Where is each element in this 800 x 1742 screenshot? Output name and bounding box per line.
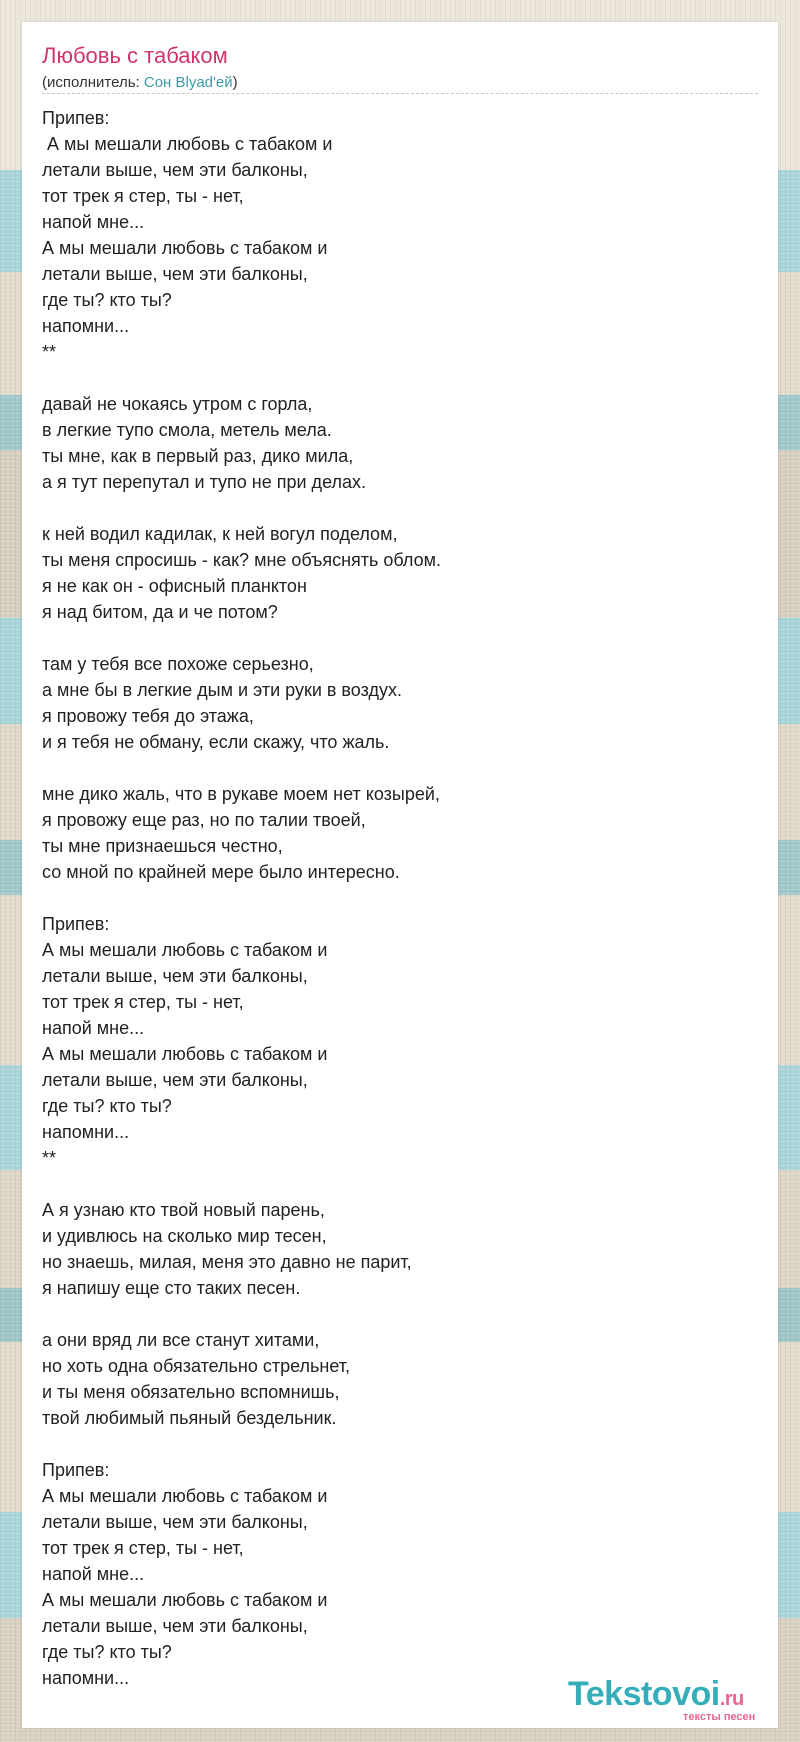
artist-link[interactable]: Сон Blyad'ей	[143, 74, 233, 91]
lyric-line: А мы мешали любовь с табаком и	[42, 940, 328, 960]
lyric-line	[42, 1431, 742, 1457]
lyric-line: к ней водил кадилак, к ней вогул поделом,	[42, 524, 398, 544]
lyric-line: тот трек я стер, ты - нет,	[42, 1538, 244, 1558]
lyric-line: тот трек я стер, ты - нет,	[42, 992, 244, 1012]
lyric-line: но знаешь, милая, меня это давно не парит,	[42, 1252, 412, 1272]
lyric-line	[42, 495, 742, 521]
site-logo[interactable]	[568, 1675, 768, 1725]
lyric-line: тот трек я стер, ты - нет,	[42, 186, 244, 206]
lyric-line: напой мне...	[42, 1018, 145, 1038]
lyric-line: Припев:	[42, 914, 110, 934]
logo-tld: .ru	[719, 1688, 744, 1710]
lyric-line: я провожу еще раз, но по талии твоей,	[42, 810, 366, 830]
lyric-line: мне дико жаль, что в рукаве моем нет козырей,	[42, 784, 440, 804]
lyric-line: и ты меня обязательно вспомнишь,	[42, 1382, 340, 1402]
lyric-line: я провожу тебя до этажа,	[42, 706, 254, 726]
lyric-line: А мы мешали любовь с табаком и	[42, 1590, 328, 1610]
lyric-line: и я тебя не обману, если скажу, что жаль.	[42, 732, 390, 752]
lyric-line: летали выше, чем эти балконы,	[42, 160, 308, 180]
lyric-line: летали выше, чем эти балконы,	[42, 1512, 308, 1532]
lyric-line: ты мне признаешься честно,	[42, 836, 283, 856]
lyric-line: твой любимый пьяный бездельник.	[42, 1408, 337, 1428]
lyric-line: где ты? кто ты?	[42, 1096, 172, 1116]
lyric-line: летали выше, чем эти балконы,	[42, 1070, 308, 1090]
lyric-line	[42, 1301, 742, 1327]
lyric-line	[42, 365, 742, 391]
lyric-line: напомни...	[42, 316, 130, 336]
lyric-line: Припев:	[42, 108, 110, 128]
lyric-line: **	[42, 1148, 57, 1168]
lyric-line: летали выше, чем эти балконы,	[42, 1616, 308, 1636]
artist-line	[42, 73, 238, 93]
lyric-line: летали выше, чем эти балконы,	[42, 966, 308, 986]
lyric-line: давай не чокаясь утром с горла,	[42, 394, 313, 414]
lyrics-text	[42, 105, 742, 1691]
lyric-line: напомни...	[42, 1668, 130, 1688]
lyrics-card	[22, 22, 778, 1728]
lyric-line: А мы мешали любовь с табаком и	[42, 1486, 328, 1506]
header-divider	[42, 93, 758, 94]
lyric-line: со мной по крайней мере было интересно.	[42, 862, 400, 882]
lyric-line: напой мне...	[42, 1564, 145, 1584]
lyric-line: А мы мешали любовь с табаком и	[42, 1044, 328, 1064]
lyric-line: Припев:	[42, 1460, 110, 1480]
lyric-line	[42, 625, 742, 651]
lyric-line: **	[42, 342, 57, 362]
lyric-line: а они вряд ли все станут хитами,	[42, 1330, 320, 1350]
song-title: Любовь с табаком	[42, 43, 228, 68]
lyric-line	[42, 885, 742, 911]
lyric-line: ты меня спросишь - как? мне объяснять облом.	[42, 550, 442, 570]
artist-prefix: (исполнитель:	[42, 74, 144, 91]
lyric-line: я не как он - офисный планктон	[42, 576, 307, 596]
lyric-line: А мы мешали любовь с табаком и	[42, 238, 328, 258]
lyric-line: я напишу еще сто таких песен.	[42, 1278, 301, 1298]
lyric-line: там у тебя все похоже серьезно,	[42, 654, 314, 674]
lyric-line: но хоть одна обязательно стрельнет,	[42, 1356, 351, 1376]
lyric-line: летали выше, чем эти балконы,	[42, 264, 308, 284]
lyric-line: а я тут перепутал и тупо не при делах.	[42, 472, 366, 492]
lyric-line: а мне бы в легкие дым и эти руки в воздух.	[42, 680, 402, 700]
lyric-line: А мы мешали любовь с табаком и	[42, 134, 333, 154]
lyric-line: ты мне, как в первый раз, дико мила,	[42, 446, 354, 466]
lyric-line: где ты? кто ты?	[42, 290, 172, 310]
lyric-line: напомни...	[42, 1122, 130, 1142]
lyric-line	[42, 1171, 742, 1197]
lyric-line	[42, 755, 742, 781]
lyric-line: я над битом, да и че потом?	[42, 602, 278, 622]
lyric-line: напой мне...	[42, 212, 145, 232]
lyric-line: где ты? кто ты?	[42, 1642, 172, 1662]
artist-suffix: )	[232, 74, 238, 91]
lyric-line: и удивлюсь на сколько мир тесен,	[42, 1226, 327, 1246]
lyric-line: в легкие тупо смола, метель мела.	[42, 420, 332, 440]
lyric-line: А я узнаю кто твой новый парень,	[42, 1200, 325, 1220]
logo-name: Tekstovoi	[568, 1675, 720, 1713]
logo-tagline: тексты песен	[683, 1711, 756, 1723]
